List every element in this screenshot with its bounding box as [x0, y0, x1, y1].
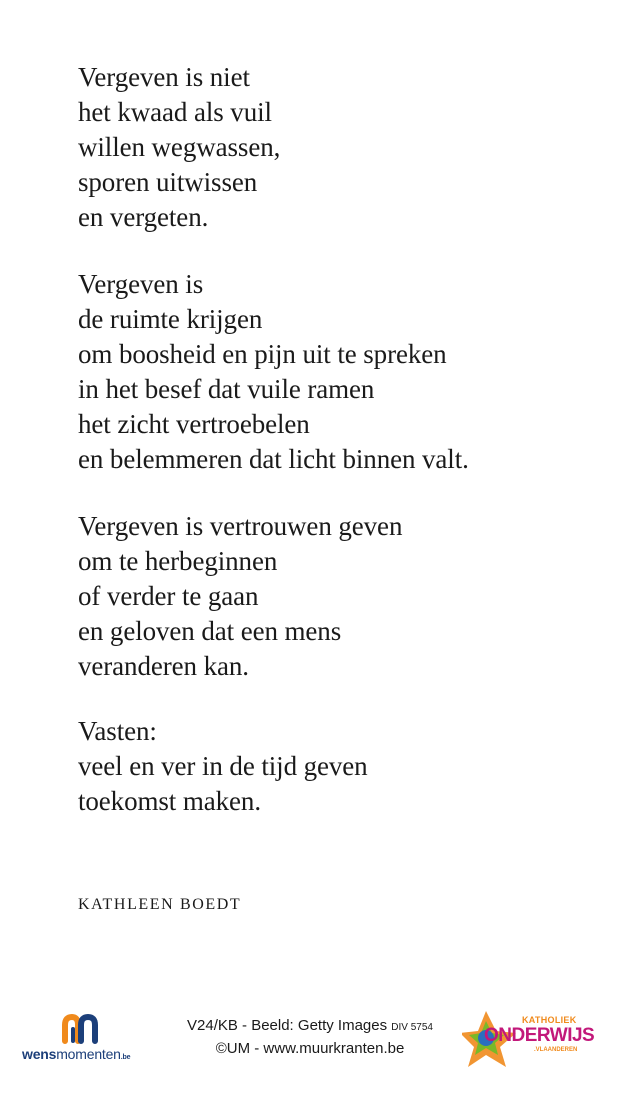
credits: [160, 1015, 460, 1059]
logo-bottom-label: .VLAANDEREN: [534, 1047, 578, 1053]
stanza-3: [78, 509, 598, 684]
poem-line: en geloven dat een mens: [78, 616, 342, 646]
poem-line: in het besef dat vuile ramen: [78, 374, 375, 404]
logo-main-label: ONDERWIJS: [484, 1025, 595, 1046]
footer: [0, 1005, 624, 1075]
author-name: KATHLEEN BOEDT: [78, 896, 242, 913]
poem-line: Vergeven is vertrouwen geven: [78, 511, 403, 541]
poem-line: om te herbeginnen: [78, 546, 278, 576]
poem-line: of verder te gaan: [78, 581, 259, 611]
poem-line: om boosheid en pijn uit te spreken: [78, 339, 447, 369]
poem-line: toekomst maken.: [78, 786, 261, 816]
poem-line: Vasten:: [78, 716, 157, 746]
poem-line: het zicht vertroebelen: [78, 409, 310, 439]
poem-line: willen wegwassen,: [78, 132, 281, 162]
credits-line-1: V24/KB - Beeld: Getty Images DIV 5754: [187, 1017, 433, 1034]
poem-line: veel en ver in de tijd geven: [78, 751, 368, 781]
poem-line: veranderen kan.: [78, 651, 249, 681]
poem-line: sporen uitwissen: [78, 167, 258, 197]
credits-line-2: ©UM - www.muurkranten.be: [215, 1040, 405, 1057]
stanza-4: [78, 714, 598, 819]
poem-line: en vergeten.: [78, 202, 209, 232]
stanza-2: [78, 267, 598, 477]
wm-logo-icon: [60, 1011, 102, 1045]
poem: [78, 60, 598, 851]
wensmomenten-logo[interactable]: [22, 1011, 162, 1067]
katholiek-onderwijs-logo[interactable]: [462, 1007, 602, 1069]
poem-line: Vergeven is: [78, 269, 204, 299]
poem-line: de ruimte krijgen: [78, 304, 263, 334]
stanza-1: [78, 60, 598, 235]
poem-line: het kwaad als vuil: [78, 97, 272, 127]
wensmomenten-wordmark: wensmomenten.be: [22, 1046, 131, 1062]
poem-line: en belemmeren dat licht binnen valt.: [78, 444, 469, 474]
logo-top-label: KATHOLIEK: [522, 1015, 577, 1025]
poem-line: Vergeven is niet: [78, 62, 250, 92]
